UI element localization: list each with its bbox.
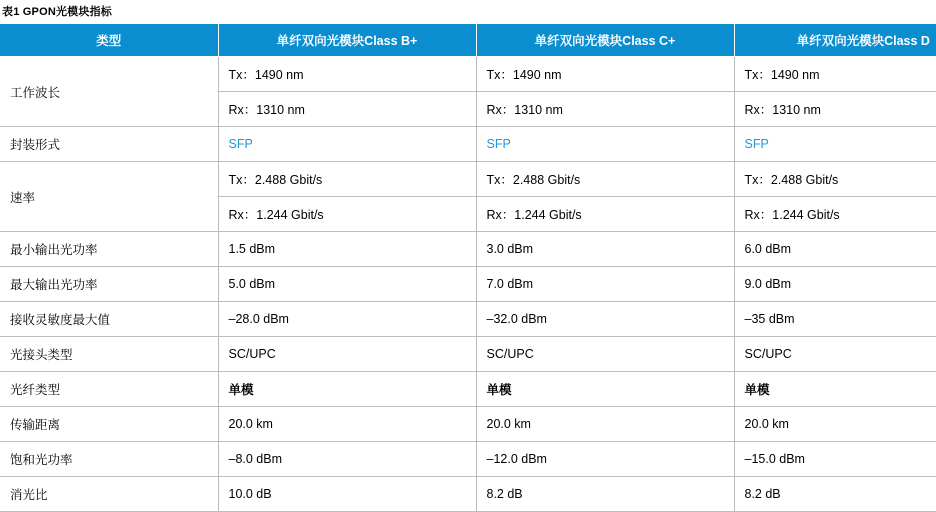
table-row bbox=[0, 127, 936, 162]
row-label-package-form: 封装形式 bbox=[0, 127, 218, 162]
table-header-row bbox=[0, 24, 936, 57]
cell-value: –12.0 dBm bbox=[476, 442, 734, 477]
cell-value: Tx：2.488 Gbit/s bbox=[734, 162, 936, 197]
cell-value: 20.0 km bbox=[218, 407, 476, 442]
cell-value: Rx：1310 nm bbox=[734, 92, 936, 127]
cell-value: 10.0 dB bbox=[218, 477, 476, 512]
table-row bbox=[0, 407, 936, 442]
table-row bbox=[0, 57, 936, 92]
cell-value: 8.2 dB bbox=[476, 477, 734, 512]
table-row bbox=[0, 372, 936, 407]
cell-value: 8.2 dB bbox=[734, 477, 936, 512]
column-header-type: 类型 bbox=[0, 24, 218, 57]
table-row bbox=[0, 232, 936, 267]
cell-value: Rx：1.244 Gbit/s bbox=[218, 197, 476, 232]
cell-value: SFP bbox=[476, 127, 734, 162]
cell-value: Rx：1.244 Gbit/s bbox=[476, 197, 734, 232]
table-row bbox=[0, 477, 936, 512]
cell-value: 6.0 dBm bbox=[734, 232, 936, 267]
cell-value: –8.0 dBm bbox=[218, 442, 476, 477]
cell-value: SC/UPC bbox=[476, 337, 734, 372]
table-header bbox=[0, 24, 936, 57]
cell-value: Tx：2.488 Gbit/s bbox=[218, 162, 476, 197]
row-label-max-receiver-sensitivity: 接收灵敏度最大值 bbox=[0, 302, 218, 337]
cell-value: Tx：1490 nm bbox=[734, 57, 936, 92]
cell-value: –15.0 dBm bbox=[734, 442, 936, 477]
cell-value: SFP bbox=[218, 127, 476, 162]
table-row bbox=[0, 442, 936, 477]
row-label-saturation-power: 饱和光功率 bbox=[0, 442, 218, 477]
cell-value: 5.0 dBm bbox=[218, 267, 476, 302]
column-header-class-c-plus: 单纤双向光模块Class C+ bbox=[476, 24, 734, 57]
gpon-optical-module-spec-table bbox=[0, 24, 936, 512]
cell-value: Rx：1310 nm bbox=[218, 92, 476, 127]
cell-value: Rx：1.244 Gbit/s bbox=[734, 197, 936, 232]
cell-value: 7.0 dBm bbox=[476, 267, 734, 302]
column-header-class-d: 单纤双向光模块Class D bbox=[734, 24, 936, 57]
table-caption: 表1 GPON光模块指标 bbox=[2, 6, 112, 18]
cell-value: –28.0 dBm bbox=[218, 302, 476, 337]
cell-value: 单模 bbox=[476, 372, 734, 407]
column-header-class-b-plus: 单纤双向光模块Class B+ bbox=[218, 24, 476, 57]
row-label-extinction-ratio: 消光比 bbox=[0, 477, 218, 512]
table-row bbox=[0, 267, 936, 302]
row-label-transmission-distance: 传输距离 bbox=[0, 407, 218, 442]
cell-value: Tx：1490 nm bbox=[218, 57, 476, 92]
table-row bbox=[0, 337, 936, 372]
cell-value: 单模 bbox=[734, 372, 936, 407]
row-label-working-wavelength: 工作波长 bbox=[0, 57, 218, 127]
cell-value: 单模 bbox=[218, 372, 476, 407]
cell-value: 20.0 km bbox=[734, 407, 936, 442]
row-label-min-output-power: 最小输出光功率 bbox=[0, 232, 218, 267]
table-body bbox=[0, 57, 936, 512]
cell-value: SC/UPC bbox=[218, 337, 476, 372]
cell-value: 9.0 dBm bbox=[734, 267, 936, 302]
row-label-connector-type: 光接头类型 bbox=[0, 337, 218, 372]
cell-value: SC/UPC bbox=[734, 337, 936, 372]
cell-value: Tx：1490 nm bbox=[476, 57, 734, 92]
table-row bbox=[0, 302, 936, 337]
table-row bbox=[0, 162, 936, 197]
cell-value: 20.0 km bbox=[476, 407, 734, 442]
cell-value: Rx：1310 nm bbox=[476, 92, 734, 127]
cell-value: 1.5 dBm bbox=[218, 232, 476, 267]
cell-value: 3.0 dBm bbox=[476, 232, 734, 267]
row-label-rate: 速率 bbox=[0, 162, 218, 232]
cell-value: Tx：2.488 Gbit/s bbox=[476, 162, 734, 197]
row-label-max-output-power: 最大输出光功率 bbox=[0, 267, 218, 302]
cell-value: –35 dBm bbox=[734, 302, 936, 337]
cell-value: SFP bbox=[734, 127, 936, 162]
row-label-fiber-type: 光纤类型 bbox=[0, 372, 218, 407]
cell-value: –32.0 dBm bbox=[476, 302, 734, 337]
